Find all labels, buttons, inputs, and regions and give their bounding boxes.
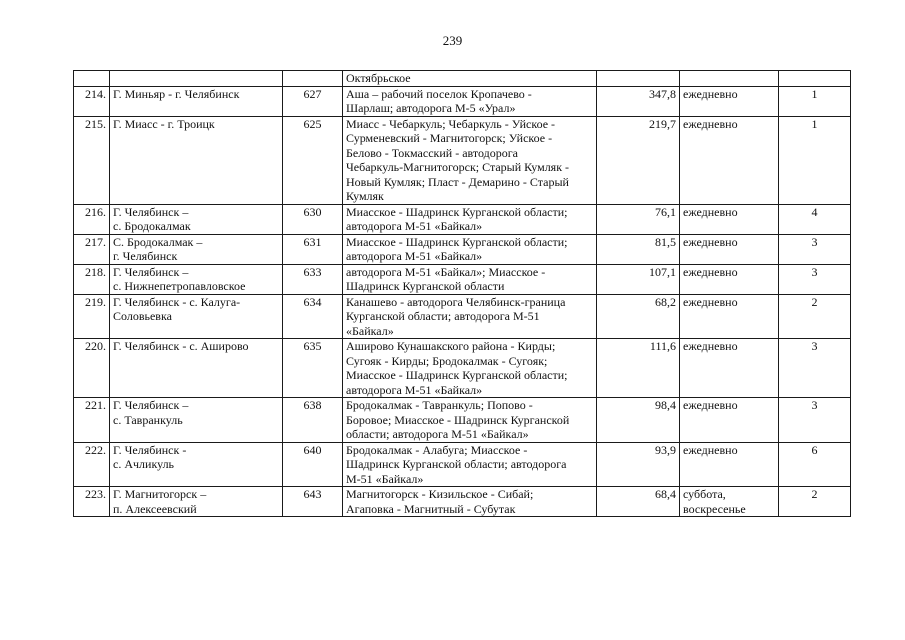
route-cell: Г. Миасс - г. Троицк (110, 116, 283, 204)
trip-count-cell: 1 (779, 116, 851, 204)
distance-cell: 107,1 (597, 264, 680, 294)
distance-cell: 76,1 (597, 204, 680, 234)
table-row (74, 116, 851, 204)
distance-cell: 68,4 (597, 487, 680, 517)
frequency-cell (680, 71, 779, 87)
frequency-cell: ежедневно (680, 204, 779, 234)
trip-count-cell: 3 (779, 234, 851, 264)
row-number-cell: 221. (74, 398, 110, 443)
frequency-cell: ежедневно (680, 294, 779, 339)
row-number-cell: 217. (74, 234, 110, 264)
route-cell: Г. Челябинск - с. Аширово (110, 339, 283, 398)
row-number-cell: 215. (74, 116, 110, 204)
route-code-cell: 630 (283, 204, 343, 234)
row-number-cell: 222. (74, 442, 110, 487)
route-code-cell: 634 (283, 294, 343, 339)
frequency-cell: ежедневно (680, 264, 779, 294)
distance-cell: 219,7 (597, 116, 680, 204)
table-row (74, 294, 851, 339)
trip-count-cell: 3 (779, 398, 851, 443)
distance-cell (597, 71, 680, 87)
table-row (74, 264, 851, 294)
via-cell: Октябрьское (343, 71, 597, 87)
route-code-cell: 635 (283, 339, 343, 398)
route-code-cell: 633 (283, 264, 343, 294)
row-number-cell: 219. (74, 294, 110, 339)
via-cell: Магнитогорск - Кизильское - Сибай; Агаповка - Магнитный - Субутак (343, 487, 597, 517)
via-cell: Миасс - Чебаркуль; Чебаркуль - Уйское - Сурменевский - Магнитогорск; Уйское - Белово - Токмасский - автодорога Чебаркуль-Магнитогорск; Старый Кумляк - Новый Кумляк; Пласт - Демарино - Старый Кумляк (343, 116, 597, 204)
trip-count-cell: 3 (779, 339, 851, 398)
route-cell (110, 71, 283, 87)
via-cell: Бродокалмак - Алабуга; Миасское - Шадринск Курганской области; автодорога М-51 «Байкал» (343, 442, 597, 487)
via-cell: автодорога М-51 «Байкал»; Миасское - Шадринск Курганской области (343, 264, 597, 294)
routes-table-body (74, 71, 851, 517)
table-row (74, 339, 851, 398)
trip-count-cell: 6 (779, 442, 851, 487)
distance-cell: 81,5 (597, 234, 680, 264)
frequency-cell: ежедневно (680, 398, 779, 443)
via-cell: Миасское - Шадринск Курганской области; автодорога М-51 «Байкал» (343, 234, 597, 264)
route-cell: Г. Челябинск – с. Бродокалмак (110, 204, 283, 234)
frequency-cell: ежедневно (680, 234, 779, 264)
row-number-cell: 220. (74, 339, 110, 398)
via-cell: Канашево - автодорога Челябинск-граница Курганской области; автодорога М-51 «Байкал» (343, 294, 597, 339)
frequency-cell: суббота, воскресенье (680, 487, 779, 517)
route-cell: Г. Челябинск - с. Калуга- Соловьевка (110, 294, 283, 339)
route-code-cell: 640 (283, 442, 343, 487)
table-row (74, 442, 851, 487)
frequency-cell: ежедневно (680, 442, 779, 487)
trip-count-cell: 2 (779, 487, 851, 517)
table-row (74, 234, 851, 264)
route-code-cell (283, 71, 343, 87)
route-cell: С. Бродокалмак – г. Челябинск (110, 234, 283, 264)
row-number-cell: 214. (74, 86, 110, 116)
route-cell: Г. Магнитогорск – п. Алексеевский (110, 487, 283, 517)
table-row (74, 86, 851, 116)
frequency-cell: ежедневно (680, 339, 779, 398)
table-row (74, 487, 851, 517)
route-code-cell: 627 (283, 86, 343, 116)
trip-count-cell: 3 (779, 264, 851, 294)
via-cell: Миасское - Шадринск Курганской области; автодорога М-51 «Байкал» (343, 204, 597, 234)
distance-cell: 347,8 (597, 86, 680, 116)
route-code-cell: 643 (283, 487, 343, 517)
row-number-cell: 218. (74, 264, 110, 294)
frequency-cell: ежедневно (680, 116, 779, 204)
row-number-cell (74, 71, 110, 87)
table-row (74, 398, 851, 443)
trip-count-cell: 2 (779, 294, 851, 339)
routes-table (73, 70, 851, 517)
route-code-cell: 631 (283, 234, 343, 264)
route-code-cell: 625 (283, 116, 343, 204)
trip-count-cell: 1 (779, 86, 851, 116)
via-cell: Бродокалмак - Тавранкуль; Попово - Боровое; Миасское - Шадринск Курганской области; автодорога М-51 «Байкал» (343, 398, 597, 443)
route-cell: Г. Челябинск – с. Тавранкуль (110, 398, 283, 443)
table-row-continuation (74, 71, 851, 87)
distance-cell: 93,9 (597, 442, 680, 487)
trip-count-cell: 4 (779, 204, 851, 234)
route-code-cell: 638 (283, 398, 343, 443)
trip-count-cell (779, 71, 851, 87)
distance-cell: 98,4 (597, 398, 680, 443)
route-cell: Г. Челябинск – с. Нижнепетропавловское (110, 264, 283, 294)
row-number-cell: 223. (74, 487, 110, 517)
via-cell: Аширово Кунашакского района - Кирды; Сугояк - Кирды; Бродокалмак - Сугояк; Миасское - Шадринск Курганской области; автодорога М-51 «Байкал» (343, 339, 597, 398)
via-cell: Аша – рабочий поселок Кропачево - Шарлаш; автодорога М-5 «Урал» (343, 86, 597, 116)
route-cell: Г. Челябинск - с. Ачликуль (110, 442, 283, 487)
page-number: 239 (442, 33, 463, 48)
frequency-cell: ежедневно (680, 86, 779, 116)
distance-cell: 68,2 (597, 294, 680, 339)
row-number-cell: 216. (74, 204, 110, 234)
distance-cell: 111,6 (597, 339, 680, 398)
route-cell: Г. Миньяр - г. Челябинск (110, 86, 283, 116)
table-row (74, 204, 851, 234)
